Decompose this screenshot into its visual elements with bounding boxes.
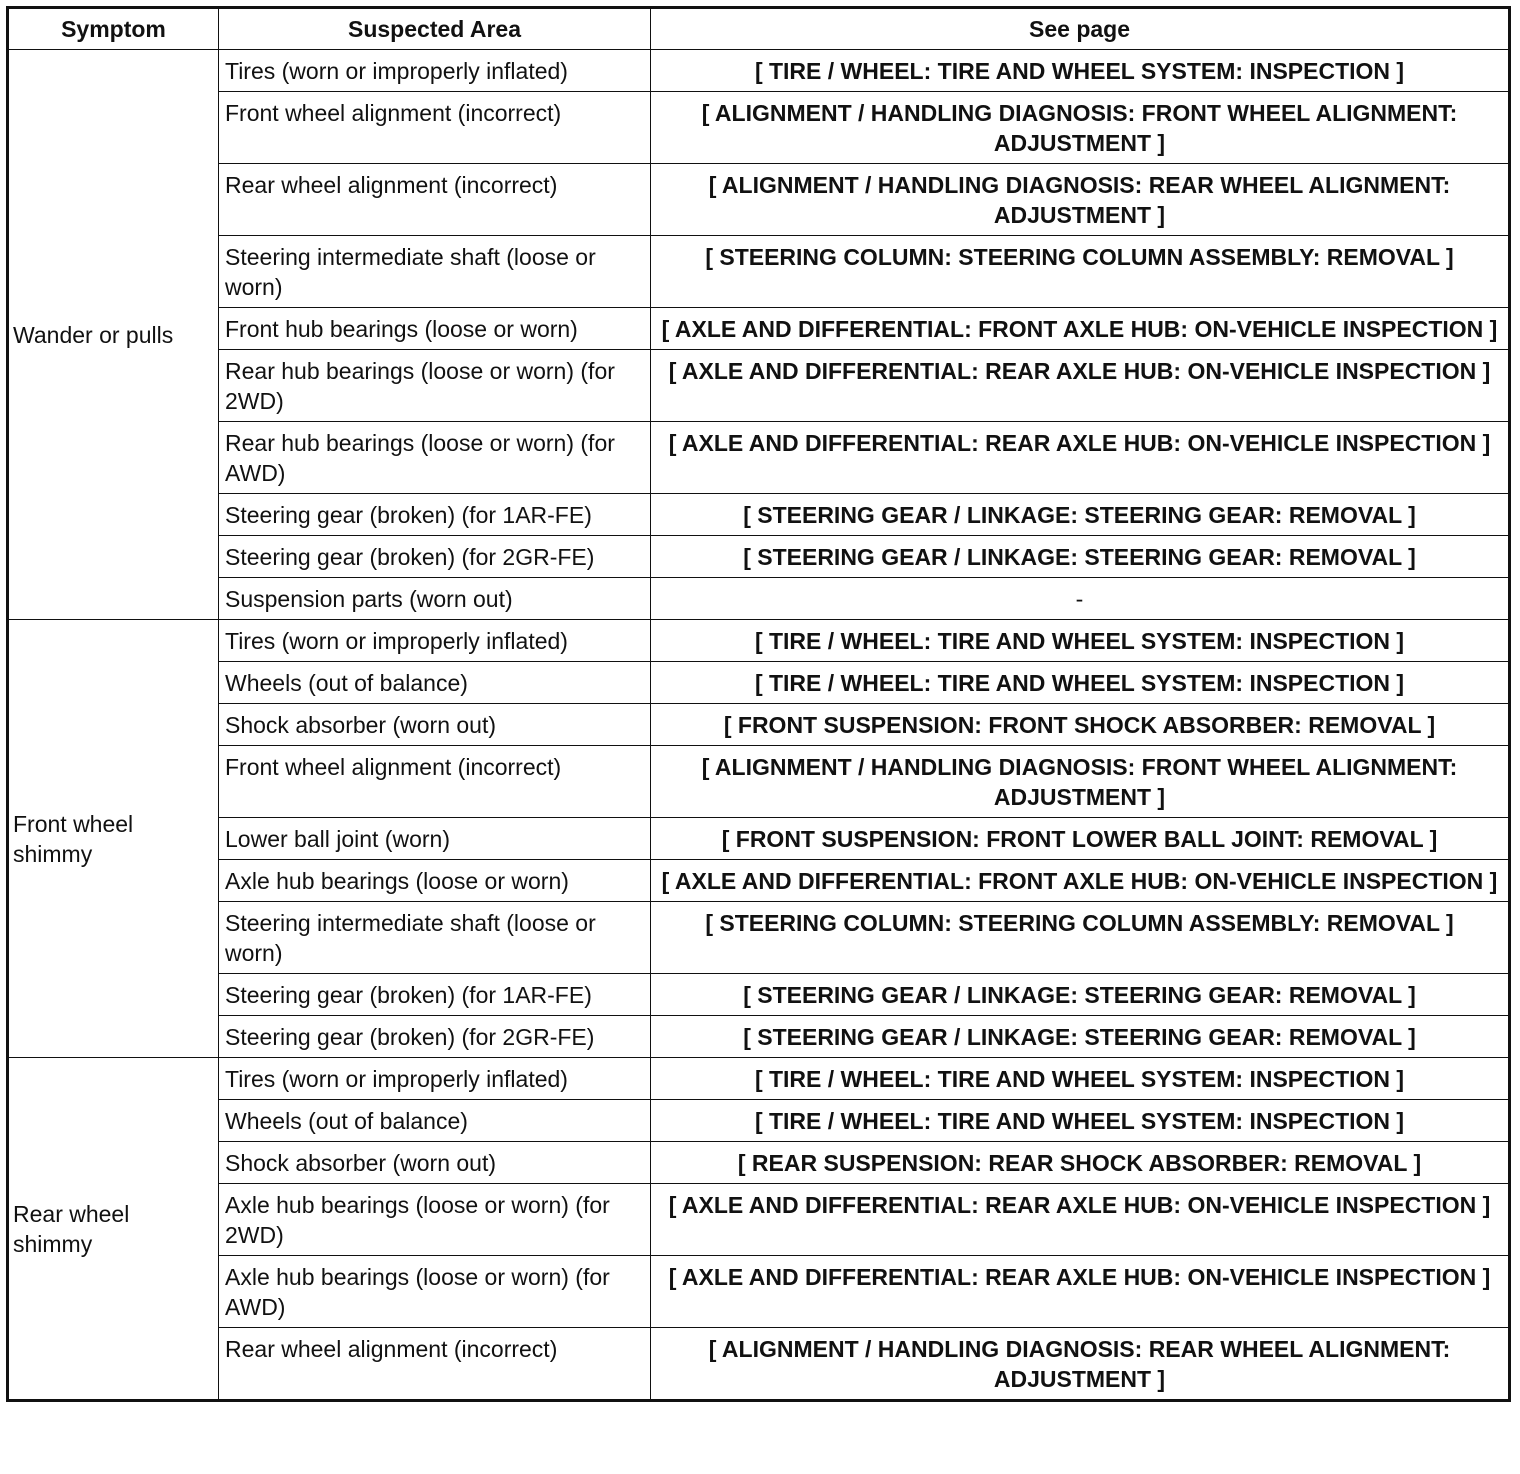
table-row [8, 818, 1510, 860]
table-row [8, 536, 1510, 578]
symptom-cell: Rear wheel shimmy [8, 1058, 219, 1401]
suspected-area-cell: Front wheel alignment (incorrect) [219, 746, 651, 818]
table-body [8, 50, 1510, 1401]
see-page-cell: [ ALIGNMENT / HANDLING DIAGNOSIS: REAR WHEEL ALIGNMENT: ADJUSTMENT ] [651, 164, 1510, 236]
see-page-cell: [ TIRE / WHEEL: TIRE AND WHEEL SYSTEM: INSPECTION ] [651, 662, 1510, 704]
suspected-area-cell: Rear hub bearings (loose or worn) (for AWD) [219, 422, 651, 494]
see-page-cell: [ REAR SUSPENSION: REAR SHOCK ABSORBER: REMOVAL ] [651, 1142, 1510, 1184]
symptom-cell: Wander or pulls [8, 50, 219, 620]
suspected-area-cell: Shock absorber (worn out) [219, 704, 651, 746]
suspected-area-cell: Rear hub bearings (loose or worn) (for 2WD) [219, 350, 651, 422]
table-row [8, 1142, 1510, 1184]
suspected-area-cell: Steering intermediate shaft (loose or worn) [219, 902, 651, 974]
see-page-cell: [ STEERING GEAR / LINKAGE: STEERING GEAR: REMOVAL ] [651, 1016, 1510, 1058]
suspected-area-cell: Wheels (out of balance) [219, 662, 651, 704]
symptom-cell: Front wheel shimmy [8, 620, 219, 1058]
table-row [8, 494, 1510, 536]
see-page-cell: [ TIRE / WHEEL: TIRE AND WHEEL SYSTEM: INSPECTION ] [651, 1100, 1510, 1142]
header-symptom: Symptom [8, 8, 219, 50]
table-header [8, 8, 1510, 50]
see-page-cell: [ AXLE AND DIFFERENTIAL: REAR AXLE HUB: ON-VEHICLE INSPECTION ] [651, 350, 1510, 422]
suspected-area-cell: Axle hub bearings (loose or worn) (for AWD) [219, 1256, 651, 1328]
see-page-cell: [ ALIGNMENT / HANDLING DIAGNOSIS: FRONT WHEEL ALIGNMENT: ADJUSTMENT ] [651, 92, 1510, 164]
see-page-cell: [ AXLE AND DIFFERENTIAL: FRONT AXLE HUB: ON-VEHICLE INSPECTION ] [651, 308, 1510, 350]
table-row [8, 92, 1510, 164]
suspected-area-cell: Rear wheel alignment (incorrect) [219, 164, 651, 236]
suspected-area-cell: Suspension parts (worn out) [219, 578, 651, 620]
table-row [8, 860, 1510, 902]
see-page-cell: [ AXLE AND DIFFERENTIAL: FRONT AXLE HUB: ON-VEHICLE INSPECTION ] [651, 860, 1510, 902]
suspected-area-cell: Steering gear (broken) (for 2GR-FE) [219, 536, 651, 578]
diagnosis-table-wrapper [6, 6, 1511, 1402]
see-page-cell: [ AXLE AND DIFFERENTIAL: REAR AXLE HUB: ON-VEHICLE INSPECTION ] [651, 1256, 1510, 1328]
header-see-page: See page [651, 8, 1510, 50]
suspected-area-cell: Front wheel alignment (incorrect) [219, 92, 651, 164]
table-row [8, 1184, 1510, 1256]
table-row [8, 1256, 1510, 1328]
suspected-area-cell: Rear wheel alignment (incorrect) [219, 1328, 651, 1401]
header-suspected-area: Suspected Area [219, 8, 651, 50]
table-row [8, 164, 1510, 236]
see-page-cell: [ TIRE / WHEEL: TIRE AND WHEEL SYSTEM: INSPECTION ] [651, 50, 1510, 92]
header-row [8, 8, 1510, 50]
see-page-cell: [ AXLE AND DIFFERENTIAL: REAR AXLE HUB: ON-VEHICLE INSPECTION ] [651, 1184, 1510, 1256]
suspected-area-cell: Steering gear (broken) (for 2GR-FE) [219, 1016, 651, 1058]
suspected-area-cell: Shock absorber (worn out) [219, 1142, 651, 1184]
see-page-cell: [ STEERING COLUMN: STEERING COLUMN ASSEMBLY: REMOVAL ] [651, 902, 1510, 974]
suspected-area-cell: Lower ball joint (worn) [219, 818, 651, 860]
see-page-cell: [ FRONT SUSPENSION: FRONT LOWER BALL JOINT: REMOVAL ] [651, 818, 1510, 860]
suspected-area-cell: Axle hub bearings (loose or worn) [219, 860, 651, 902]
see-page-cell: [ TIRE / WHEEL: TIRE AND WHEEL SYSTEM: INSPECTION ] [651, 620, 1510, 662]
see-page-cell: [ FRONT SUSPENSION: FRONT SHOCK ABSORBER: REMOVAL ] [651, 704, 1510, 746]
see-page-cell: [ STEERING GEAR / LINKAGE: STEERING GEAR: REMOVAL ] [651, 494, 1510, 536]
see-page-cell: [ ALIGNMENT / HANDLING DIAGNOSIS: REAR WHEEL ALIGNMENT: ADJUSTMENT ] [651, 1328, 1510, 1401]
see-page-cell: [ STEERING GEAR / LINKAGE: STEERING GEAR: REMOVAL ] [651, 536, 1510, 578]
table-row [8, 1058, 1510, 1100]
table-row [8, 422, 1510, 494]
see-page-cell: [ ALIGNMENT / HANDLING DIAGNOSIS: FRONT WHEEL ALIGNMENT: ADJUSTMENT ] [651, 746, 1510, 818]
suspected-area-cell: Steering gear (broken) (for 1AR-FE) [219, 494, 651, 536]
table-row [8, 746, 1510, 818]
table-row [8, 620, 1510, 662]
suspected-area-cell: Front hub bearings (loose or worn) [219, 308, 651, 350]
table-row [8, 1100, 1510, 1142]
symptom-table [6, 6, 1511, 1402]
see-page-cell: [ TIRE / WHEEL: TIRE AND WHEEL SYSTEM: INSPECTION ] [651, 1058, 1510, 1100]
suspected-area-cell: Axle hub bearings (loose or worn) (for 2WD) [219, 1184, 651, 1256]
suspected-area-cell: Tires (worn or improperly inflated) [219, 50, 651, 92]
table-row [8, 1328, 1510, 1401]
table-row [8, 236, 1510, 308]
suspected-area-cell: Wheels (out of balance) [219, 1100, 651, 1142]
suspected-area-cell: Steering gear (broken) (for 1AR-FE) [219, 974, 651, 1016]
table-row [8, 50, 1510, 92]
table-row [8, 578, 1510, 620]
suspected-area-cell: Steering intermediate shaft (loose or worn) [219, 236, 651, 308]
table-row [8, 662, 1510, 704]
see-page-cell: [ AXLE AND DIFFERENTIAL: REAR AXLE HUB: ON-VEHICLE INSPECTION ] [651, 422, 1510, 494]
see-page-cell: [ STEERING GEAR / LINKAGE: STEERING GEAR: REMOVAL ] [651, 974, 1510, 1016]
table-row [8, 974, 1510, 1016]
table-row [8, 308, 1510, 350]
see-page-cell: [ STEERING COLUMN: STEERING COLUMN ASSEMBLY: REMOVAL ] [651, 236, 1510, 308]
suspected-area-cell: Tires (worn or improperly inflated) [219, 620, 651, 662]
suspected-area-cell: Tires (worn or improperly inflated) [219, 1058, 651, 1100]
table-row [8, 902, 1510, 974]
see-page-cell: - [651, 578, 1510, 620]
table-row [8, 350, 1510, 422]
table-row [8, 704, 1510, 746]
table-row [8, 1016, 1510, 1058]
